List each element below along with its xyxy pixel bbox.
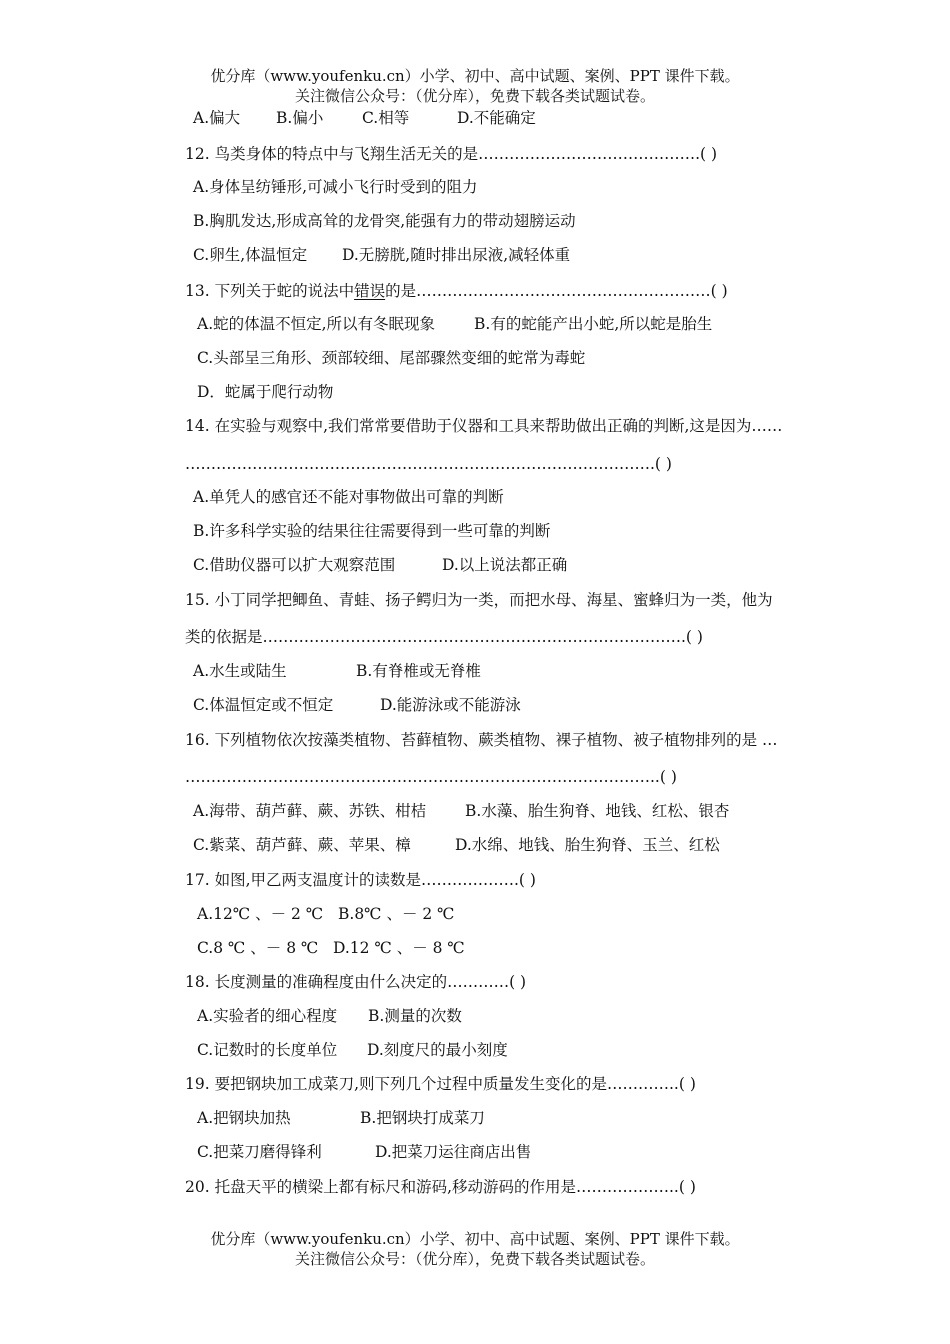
q19-stem: 19. 要把钢块加工成菜刀,则下列几个过程中质量发生变化的是…………..( ): [185, 1075, 696, 1093]
q11-option-b: B.偏小: [276, 109, 324, 127]
footer-line-2: 关注微信公众号：（优分库），免费下载各类试题试卷。: [294, 1250, 655, 1268]
q20-stem: 20. 托盘天平的横梁上都有标尺和游码,移动游码的作用是………………..( ): [185, 1178, 696, 1196]
q17-option-a: A.12℃ 、－ 2 ℃: [197, 905, 324, 923]
q13-option-a: A.蛇的体温不恒定,所以有冬眠现象: [197, 315, 436, 333]
q11-option-d: D.不能确定: [457, 109, 536, 127]
q13-option-c: C.头部呈三角形、颈部较细、尾部骤然变细的蛇常为毒蛇: [197, 349, 586, 367]
q16-option-d: D.水绵、地钱、胎生狗脊、玉兰、红松: [455, 836, 720, 854]
q19-option-a: A.把钢块加热: [197, 1109, 291, 1127]
q18-option-c: C.记数时的长度单位: [197, 1041, 338, 1059]
q17-stem: 17. 如图,甲乙两支温度计的读数是……………….( ): [185, 871, 536, 889]
q14-stem-line-1: 14. 在实验与观察中,我们常常要借助于仪器和工具来帮助做出正确的判断,这是因为……: [185, 417, 783, 435]
q16-option-b: B.水藻、胎生狗脊、地钱、红松、银杏: [465, 802, 730, 820]
q19-option-d: D.把菜刀运往商店出售: [375, 1143, 532, 1161]
page-footer: [0, 1229, 950, 1269]
q19-option-c: C.把菜刀磨得锋利: [197, 1143, 322, 1161]
q16-option-c: C.紫菜、葫芦藓、蕨、苹果、樟: [193, 836, 411, 854]
header-line-2: 关注微信公众号：（优分库），免费下载各类试题试卷。: [294, 87, 655, 105]
q17-option-c: C.8 ℃ 、－ 8 ℃: [197, 939, 319, 957]
q16-option-a: A.海带、葫芦藓、蕨、苏铁、柑桔: [193, 802, 427, 820]
q16-stem-line-2: ………………………………………………………………………………..( ): [185, 768, 677, 786]
q17-option-d: D.12 ℃ 、－ 8 ℃: [333, 939, 465, 957]
q12-option-d: D.无膀胱,随时排出尿液,减轻体重: [342, 246, 571, 264]
page-header: [0, 66, 950, 106]
q18-option-a: A.实验者的细心程度: [197, 1007, 338, 1025]
q13-stem-emphasis: 错误: [354, 282, 386, 300]
q18-stem: 18. 长度测量的准确程度由什么决定的…………( ): [185, 973, 527, 991]
q15-option-b: B.有脊椎或无脊椎: [356, 662, 481, 680]
q14-option-c: C.借助仪器可以扩大观察范围: [193, 556, 396, 574]
q14-option-a: A.单凭人的感官还不能对事物做出可靠的判断: [193, 488, 504, 506]
q12-option-c: C.卵生,体温恒定: [193, 246, 308, 264]
q12-stem: 12. 鸟类身体的特点中与飞翔生活无关的是…………………………………….( ): [185, 145, 718, 163]
q13-option-d: D．蛇属于爬行动物: [197, 383, 334, 401]
q15-option-d: D.能游泳或不能游泳: [380, 696, 521, 714]
q18-option-b: B.测量的次数: [368, 1007, 462, 1025]
q13-stem-post: 的是…………………………………………………( ): [385, 282, 728, 300]
header-line-1: 优分库（www.youfenku.cn）小学、初中、高中试题、案例、PPT 课件下载。: [210, 67, 740, 85]
q14-stem-line-2: ……………………………………………………………………………….( ): [185, 455, 672, 473]
q11-option-c: C.相等: [362, 109, 410, 127]
q19-option-b: B.把钢块打成菜刀: [360, 1109, 485, 1127]
q15-option-a: A.水生或陆生: [193, 662, 287, 680]
q14-option-b: B.许多科学实验的结果往往需要得到一些可靠的判断: [193, 522, 551, 540]
q15-stem-line-1: 15. 小丁同学把鲫鱼、青蛙、扬子鳄归为一类，而把水母、海星、蜜蜂归为一类，他为: [185, 591, 773, 609]
q18-option-d: D.刻度尺的最小刻度: [367, 1041, 508, 1059]
q12-option-b: B.胸肌发达,形成高耸的龙骨突,能强有力的带动翅膀运动: [193, 212, 576, 230]
q11-option-a: A.偏大: [193, 109, 241, 127]
q17-option-b: B.8℃ 、－ 2 ℃: [338, 905, 455, 923]
q14-option-d: D.以上说法都正确: [442, 556, 568, 574]
q13-stem-pre: 13. 下列关于蛇的说法中: [185, 282, 355, 300]
footer-line-1: 优分库（www.youfenku.cn）小学、初中、高中试题、案例、PPT 课件下载。: [210, 1230, 740, 1248]
q12-option-a: A.身体呈纺锤形,可减小飞行时受到的阻力: [193, 178, 478, 196]
q15-stem-line-2: 类的依据是……………………………………………………………………….( ): [185, 628, 703, 646]
q16-stem-line-1: 16. 下列植物依次按藻类植物、苔藓植物、蕨类植物、裸子植物、被子植物排列的是 …: [185, 731, 778, 749]
q13-option-b: B.有的蛇能产出小蛇,所以蛇是胎生: [474, 315, 713, 333]
q13-stem: [185, 280, 728, 302]
q15-option-c: C.体温恒定或不恒定: [193, 696, 334, 714]
